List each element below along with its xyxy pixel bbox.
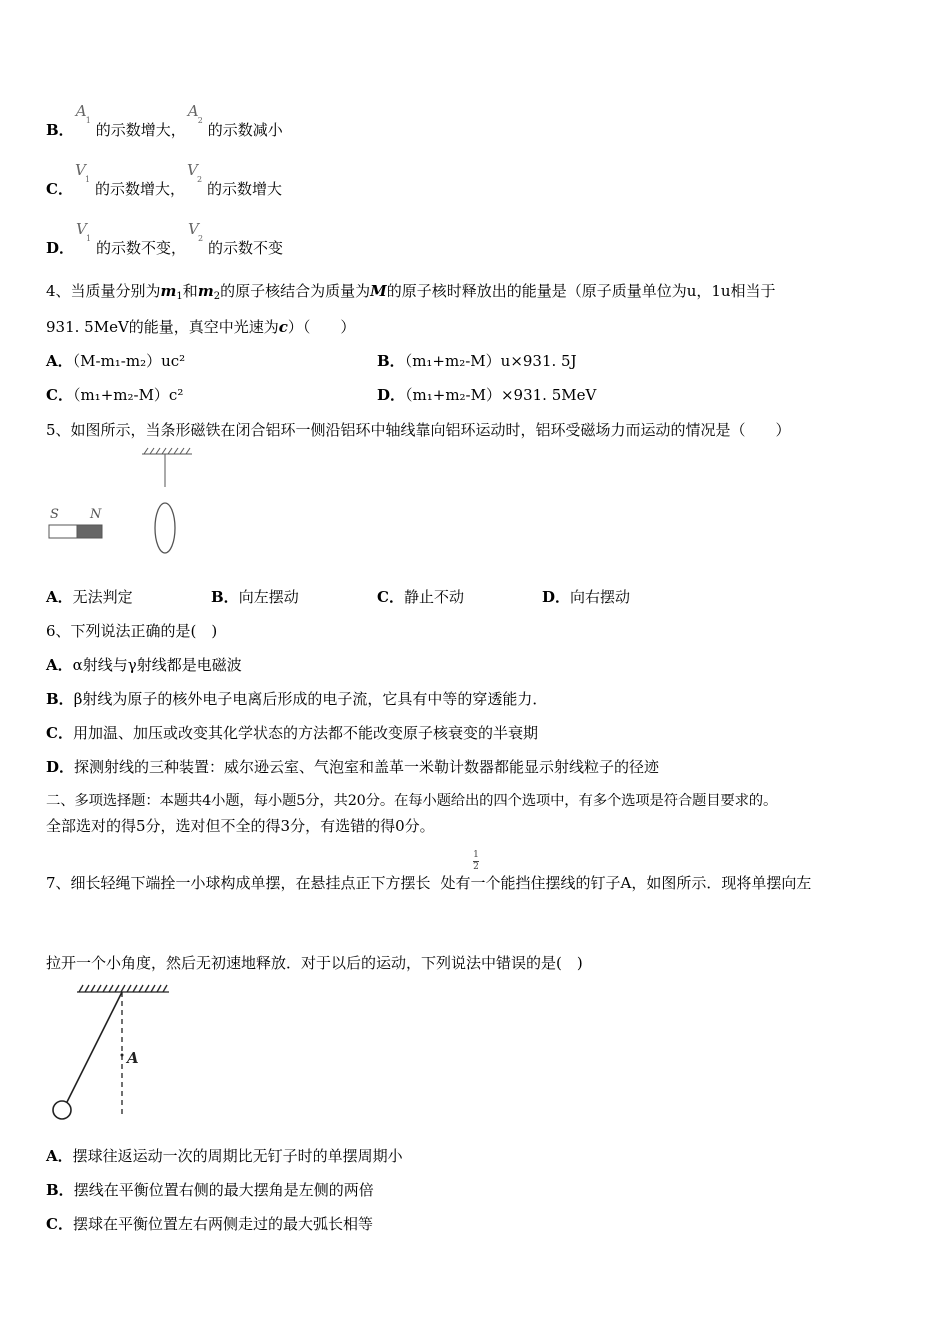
voltmeter-symbol: V 2 [188, 220, 204, 243]
pendulum-figure [45, 982, 180, 1122]
q4-option-b: B．（m₁+m₂-M）u×931. 5J [377, 352, 577, 370]
q6-option-b: B．β射线为原子的核外电子电离后形成的电子流，它具有中等的穿透能力． [46, 690, 548, 708]
q3-option-c: C． V 1 的示数增大， V 2 的示数增大 [46, 161, 282, 198]
q4-stem-line2: 931. 5MeV的能量，真空中光速为c）（ ） [46, 318, 356, 336]
magnet-ring-figure [40, 444, 210, 564]
q6-stem: 6、下列说法正确的是( ) [46, 622, 218, 640]
nail-a [121, 1054, 124, 1057]
q5-option-c: C．静止不动 [377, 588, 464, 606]
pendulum-string [67, 992, 122, 1102]
aluminum-ring [155, 503, 175, 553]
ammeter-symbol: A 2 [187, 102, 203, 125]
voltmeter-symbol: V 2 [186, 161, 203, 184]
ceiling-hatch [142, 448, 192, 454]
magnet-label-n: N [90, 507, 102, 522]
q5-option-a: A．无法判定 [46, 588, 133, 606]
q5-stem: 5、如图所示，当条形磁铁在闭合铝环一侧沿铝环中轴线靠向铝环运动时，铝环受磁场力而运动的情况是（ ） [46, 421, 791, 439]
nail-label-a: A [127, 1049, 139, 1067]
section2-header-line2: 全部选对的得5分，选对但不全的得3分，有选错的得0分。 [46, 817, 435, 835]
q6-option-d: D．探测射线的三种装置：威尔逊云室、气泡室和盖革一米勒计数器都能显示射线粒子的径迹 [46, 758, 660, 776]
q3-option-d: D． V 1 的示数不变， V 2 的示数不变 [46, 220, 284, 257]
q7-option-c: C．摆球在平衡位置左右两侧走过的最大弧长相等 [46, 1215, 373, 1233]
fraction-one-half: 1 2 [473, 850, 479, 872]
magnet-label-s: S [50, 507, 59, 522]
option-letter: D． [46, 239, 75, 257]
ceiling-hatch [77, 985, 169, 992]
q3-option-b: B． A 1 的示数增大， A 2 的示数减小 [46, 102, 283, 139]
q5-option-d: D．向右摆动 [542, 588, 631, 606]
q5-option-b: B．向左摆动 [211, 588, 299, 606]
q7-stem-line2: 拉开一个小角度，然后无初速地释放．对于以后的运动，下列说法中错误的是( ) [46, 954, 583, 972]
q6-option-a: A．α射线与γ射线都是电磁波 [46, 656, 242, 674]
option-letter: C． [46, 180, 73, 198]
section2-header-line1: 二、多项选择题：本题共4小题，每小题5分，共20分。在每小题给出的四个选项中，有多个选项是符合题目要求的。 [46, 793, 778, 809]
pendulum-bob [53, 1101, 71, 1119]
ammeter-symbol: A 1 [75, 102, 91, 125]
q7-stem-line1: 7、细长轻绳下端拴一小球构成单摆，在悬挂点正下方摆长 处有一个能挡住摆线的钉子A，如图所示．现将单摆向左 [46, 874, 812, 892]
q4-stem-line1: 4、当质量分别为$m_1$和$m_2$的原子核结合为质量为M的原子核时释放出的能量是（原子质量单位为u，1u相当于 [46, 282, 776, 302]
bar-magnet-n [77, 525, 102, 538]
q7-option-a: A．摆球往返运动一次的周期比无钉子时的单摆周期小 [46, 1147, 403, 1165]
voltmeter-symbol: V 1 [74, 161, 91, 184]
q7-option-b: B．摆线在平衡位置右侧的最大摆角是左侧的两倍 [46, 1181, 374, 1199]
q4-option-a: A．（M-m₁-m₂）uc² [46, 352, 186, 370]
q4-option-d: D．（m₁+m₂-M）×931. 5MeV [377, 386, 597, 404]
bar-magnet-s [49, 525, 77, 538]
q6-option-c: C．用加温、加压或改变其化学状态的方法都不能改变原子核衰变的半衰期 [46, 724, 538, 742]
option-letter: B． [46, 121, 74, 139]
voltmeter-symbol: V 1 [76, 220, 92, 243]
q4-option-c: C．（m₁+m₂-M）c² [46, 386, 184, 404]
